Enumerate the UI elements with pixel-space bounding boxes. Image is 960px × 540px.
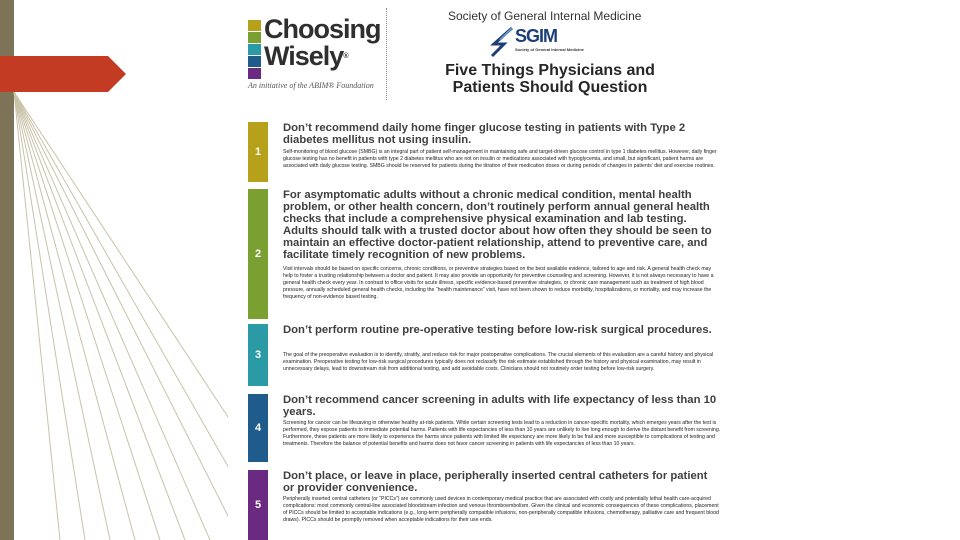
recommendation-3 xyxy=(248,324,720,386)
guideline-document xyxy=(228,0,733,540)
item-body: Visit intervals should be based on specific concerns, chronic conditions, or preventive strategies based on the best available evidence, tailored to age and risk. A general health check may help to foster a trusting relationship between a doctor and patient. It may also provide an opportunity for preventive counseling and screening. However, it is not always necessary to have a general health check every year. In contrast to office visits for acute illness, specific evidence-based preventive strategies, or chronic care management such as treatment of high blood pressure, annually scheduled general health checks, including the “health maintenance” visit, have not been shown to reduce morbidity, hospitalizations, or mortality, and may increase the frequency of non-evidence based testing. xyxy=(283,266,714,300)
sgim-emblem-icon xyxy=(490,26,514,58)
sgim-subtitle: Society of General Internal Medicine xyxy=(515,47,584,52)
item-heading: Don’t place, or leave in place, peripherally inserted central catheters for patient or provider convenience. xyxy=(283,470,708,494)
item-body: Screening for cancer can be lifesaving in otherwise healthy at-risk patients. While certain screening tests lead to a reduction in cancer-specific mortality, which emerges years after the test is performed, they expose patients to immediate potential harms. Patients with life expectancies of less than 10 years are unlikely to live long enough to derive the distant benefit from screening. Furthermore, these patients are more likely to experience the harms since patients with limited life expectancy are more likely to be frail and more susceptible to complications of testing and treatments. Therefore the balance of potential benefits and harms does not favor cancer screening in patients with life expectancies of less than 10 years. xyxy=(283,420,721,447)
item-number-badge: 4 xyxy=(248,394,268,462)
sgim-name: SGIM xyxy=(515,26,558,46)
choosing-wisely-logo: Choosing Wisely® xyxy=(264,14,381,71)
recommendation-2 xyxy=(248,189,720,319)
item-body: Self-monitoring of blood glucose (SMBG) is an integral part of patient self-management in maintaining safe and target-driven glucose control in type 1 diabetes mellitus. However, daily finger glucose testing has no benefit in patients with type 2 diabetes mellitus who are not on insulin or medications associated with hypoglycemia, and small, but significant, patient harms are associated with daily glucose testing. SMBG should be reserved for patients during the titration of their medication doses or during periods of changes in patients’ diet and exercise routines. xyxy=(283,149,717,169)
item-heading: For asymptomatic adults without a chronic medical condition, mental health problem, or other health concern, don’t routinely perform annual general health checks that include a comprehensive physical examination and lab testing. Adults should talk with a trusted doctor about how often they should be seen to maintain an effective doctor-patient relationship, attend to preventive care, and facilitate timely recognition of new problems. xyxy=(283,189,712,261)
item-number-badge: 2 xyxy=(248,189,268,319)
item-number-badge: 3 xyxy=(248,324,268,386)
item-body: The goal of the preoperative evaluation is to identify, stratify, and reduce risk for major postoperative complications. The crucial elements of this evaluation are a careful history and physical examination. Preoperative testing for low-risk surgical procedures typically does not reclassify the risk estimate established through the history and physical examination, may result in unnecessary delays, lead to downstream risk from additional testing, and add avoidable costs. Clinicians should not routinely order testing before low-risk surgery. xyxy=(283,352,714,372)
item-body: Peripherally inserted central catheters (or “PICCs”) are commonly used devices in contemporary medical practice that are associated with costly and potentially lethal health care-acquired complications: most commonly central-line associated bloodstream infection and venous thromboembolism. Given the clinical and economic consequences of these complications, placement of PICCs should be limited to acceptable indications (e.g., long-term peripherally compatible infusions, non-peripherally compatible infusions, chemotherapy, palliative care and frequent blood draws). PICCs should be promptly removed when acceptable indications for their use ends. xyxy=(283,496,719,523)
item-number-badge: 5 xyxy=(248,470,268,540)
item-heading: Don’t recommend daily home finger glucose testing in patients with Type 2 diabetes mellitus not using insulin. xyxy=(283,122,686,146)
society-name: Society of General Internal Medicine xyxy=(448,9,642,23)
choosing-wisely-mark-icon xyxy=(248,20,261,78)
sgim-logo xyxy=(490,26,620,58)
recommendation-5 xyxy=(248,470,720,540)
document-title: Five Things Physicians and Patients Should Question xyxy=(445,62,655,96)
item-number-badge: 1 xyxy=(248,122,268,182)
item-heading: Don’t recommend cancer screening in adults with life expectancy of less than 10 years. xyxy=(283,394,717,418)
recommendation-1 xyxy=(248,122,720,182)
item-heading: Don’t perform routine pre-operative testing before low-risk surgical procedures. xyxy=(283,324,712,336)
logo-initiative-text: An initiative of the ABIM® Foundation xyxy=(248,81,374,90)
slide-arrow-shape xyxy=(0,56,126,92)
header-divider xyxy=(386,8,388,100)
recommendation-4 xyxy=(248,394,720,462)
